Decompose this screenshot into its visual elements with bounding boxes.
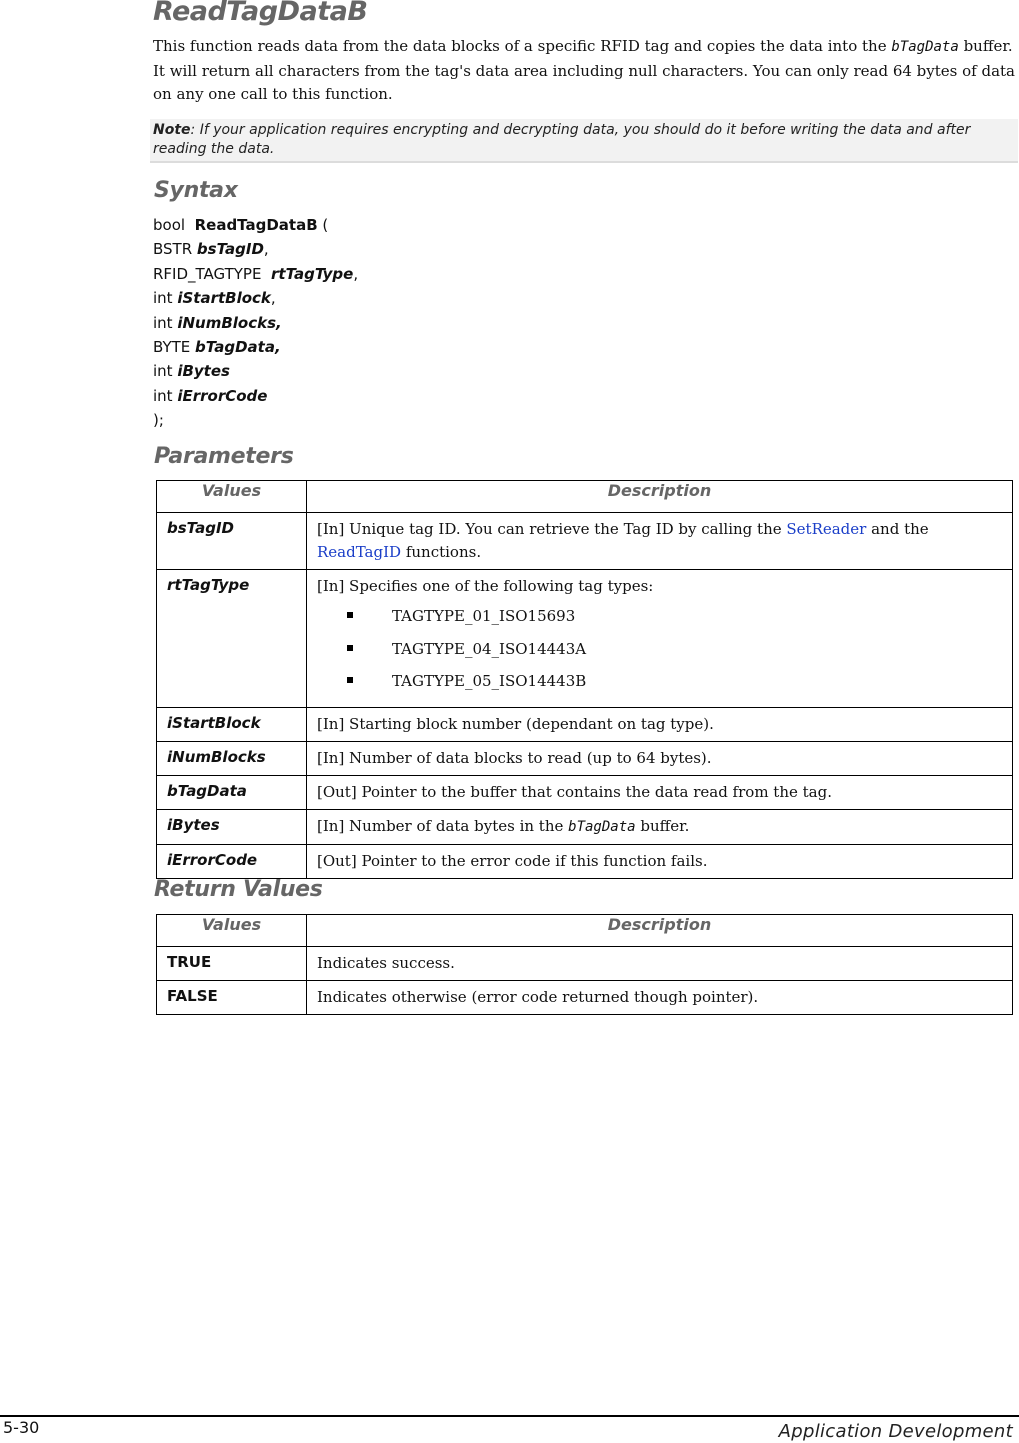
syntax-param: bsTagID [196,240,264,259]
syntax-type: int [153,362,178,381]
syntax-block [153,213,653,433]
syntax-line [153,237,653,261]
syntax-type: int [153,313,178,332]
syntax-param: iNumBlocks, [177,313,282,332]
param-name: bsTagID [157,513,307,570]
column-header-description: Description [307,481,1013,513]
param-name: iErrorCode [157,844,307,878]
desc-text: and the [866,520,929,538]
table-row [157,570,1013,708]
footer-section-title: Application Development [778,1421,1013,1442]
table-row [157,981,1013,1015]
return-value-name: TRUE [157,947,307,981]
return-value-description: Indicates success. [307,947,1013,981]
table-row [157,741,1013,775]
syntax-line [153,286,653,310]
param-name: iNumBlocks [157,741,307,775]
list-item: TAGTYPE_05_ISO14443B [347,669,1002,702]
syntax-type: int [153,289,178,308]
return-values-table [156,914,1013,1015]
syntax-heading: Syntax [154,178,238,203]
syntax-line [153,335,653,359]
intro-paragraph [153,35,1015,107]
syntax-type: bool [153,216,195,234]
syntax-line [153,359,653,383]
table-row [157,775,1013,809]
footer-divider [0,1415,1019,1417]
note-text: : If your application requires encrypting and decrypting data, you should do it before writing the data and after reading the data. [153,122,971,157]
return-values-heading: Return Values [154,877,323,902]
table-row [157,947,1013,981]
desc-text: buffer. [635,816,690,835]
syntax-line: ); [153,411,164,430]
syntax-type: RFID_TAGTYPE [153,264,271,283]
note-box [150,119,1018,163]
list-item: TAGTYPE_04_ISO14443A [347,637,1002,670]
syntax-line [153,311,653,335]
list-item: TAGTYPE_01_ISO15693 [347,604,1002,637]
readtagid-link[interactable]: ReadTagID [317,543,402,561]
desc-text: [In] Number of data bytes in the [317,816,569,835]
param-description: [In] Number of data blocks to read (up to 64 bytes). [307,741,1013,775]
parameters-table [156,480,1013,879]
syntax-type: BSTR [153,240,197,259]
syntax-punct: ( [317,216,329,234]
syntax-punct: , [353,264,359,283]
param-name: iBytes [157,809,307,844]
syntax-type: int [153,386,178,405]
desc-text: functions. [401,543,482,561]
table-row [157,809,1013,844]
syntax-type: BYTE [153,338,196,357]
parameters-heading: Parameters [154,444,294,469]
param-description [307,809,1013,844]
intro-param: bTagData [891,39,959,55]
syntax-line [153,384,653,408]
column-header-values: Values [157,915,307,947]
param-name: iStartBlock [157,707,307,741]
column-header-values: Values [157,481,307,513]
setreader-link[interactable]: SetReader [786,520,867,538]
desc-text: [In] Specifies one of the following tag types: [317,577,654,595]
param-description [307,513,1013,570]
table-row [157,513,1013,570]
syntax-line [153,262,653,286]
table-row [157,707,1013,741]
intro-text-1: This function reads data from the data blocks of a specific RFID tag and copies the data into the [153,37,887,55]
table-header-row [157,915,1013,947]
syntax-punct: , [263,240,269,259]
table-header-row [157,481,1013,513]
param-description [307,570,1013,708]
syntax-param: iStartBlock [177,289,271,308]
desc-param: bTagData [568,818,636,835]
syntax-punct: , [270,289,276,308]
syntax-param: iErrorCode [177,386,268,405]
intro-text-2: buffer. It will return all characters from the tag's data area including null characters. You can only read 64 bytes of data on any one call to this function. [153,37,1015,103]
param-description: [Out] Pointer to the buffer that contains the data read from the tag. [307,775,1013,809]
desc-text: [In] Unique tag ID. You can retrieve the Tag ID by calling the [317,520,787,538]
page-title: ReadTagDataB [153,0,368,27]
syntax-param: bTagData, [195,338,281,357]
param-description: [Out] Pointer to the error code if this function fails. [307,844,1013,878]
syntax-param: iBytes [177,362,230,381]
tag-type-list [317,604,1002,702]
page-number: 5-30 [3,1418,40,1437]
return-value-description: Indicates otherwise (error code returned though pointer). [307,981,1013,1015]
table-row [157,844,1013,878]
function-name: ReadTagDataB [194,216,318,234]
syntax-line [153,213,653,237]
return-value-name: FALSE [157,981,307,1015]
param-description: [In] Starting block number (dependant on tag type). [307,707,1013,741]
syntax-param: rtTagType [271,264,354,283]
note-label: Note [153,122,191,138]
param-name: rtTagType [157,570,307,708]
param-name: bTagData [157,775,307,809]
column-header-description: Description [307,915,1013,947]
